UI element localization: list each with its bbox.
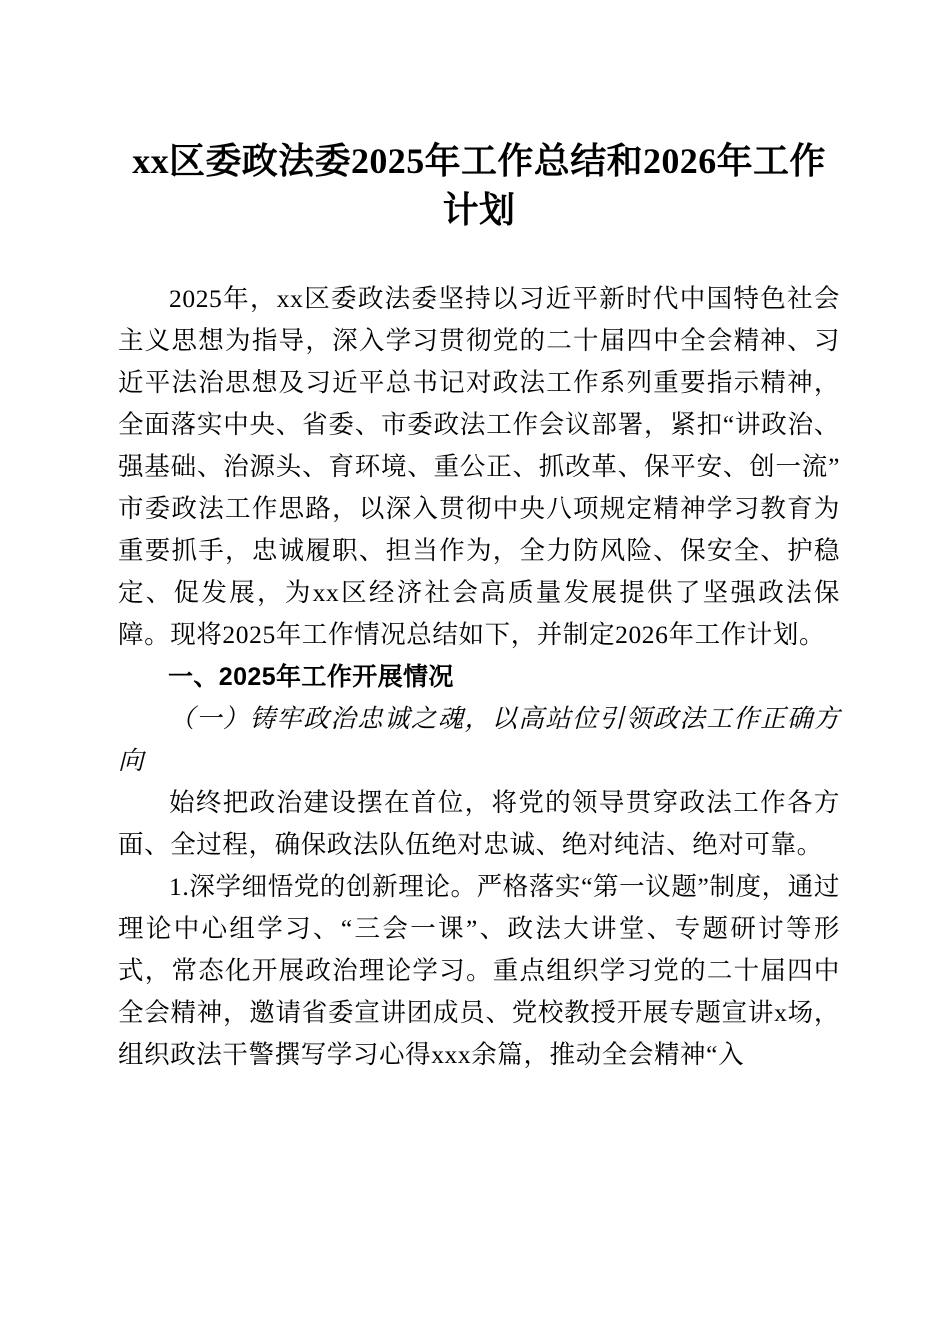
subsection-1-1-paragraph: 始终把政治建设摆在首位，将党的领导贯穿政法工作各方面、全过程，确保政法队伍绝对忠诚、绝对纯洁、绝对可靠。 xyxy=(118,788,840,859)
document-content xyxy=(118,278,840,1076)
intro-paragraph: 2025年，xx区委政法委坚持以习近平新时代中国特色社会主义思想为指导，深入学习贯彻党的二十届四中全会精神、习近平法治思想及习近平总书记对政法工作系列重要指示精神，全面落实中央、省委、市委政法工作会议部署，紧扣“讲政治、强基础、治源头、育环境、重公正、抓改革、保平安、创一流”市委政法工作思路，以深入贯彻中央八项规定精神学习教育为重要抓手，忠诚履职、担当作为，全力防风险、保安全、护稳定、促发展，为xx区经济社会高质量发展提供了坚强政法保障。现将2025年工作情况总结如下，并制定2026年工作计划。 xyxy=(118,284,840,649)
subsection-heading-1-1: （一）铸牢政治忠诚之魂，以高站位引领政法工作正确方向 xyxy=(118,704,840,775)
numbered-item-1-paragraph: 1.深学细悟党的创新理论。严格落实“第一议题”制度，通过理论中心组学习、“三会一课”、政法大讲堂、专题研讨等形式，常态化开展政治理论学习。重点组织学习党的二十届四中全会精神，邀请省委宣讲团成员、党校教授开展专题宣讲x场，组织政法干警撰写学习心得xxx余篇，推动全会精神“入 xyxy=(118,872,840,1069)
page-title: xx区委政法委2025年工作总结和2026年工作计划 xyxy=(132,141,826,230)
document-body xyxy=(118,0,840,1076)
section-heading-1: 一、2025年工作开展情况 xyxy=(168,663,454,691)
